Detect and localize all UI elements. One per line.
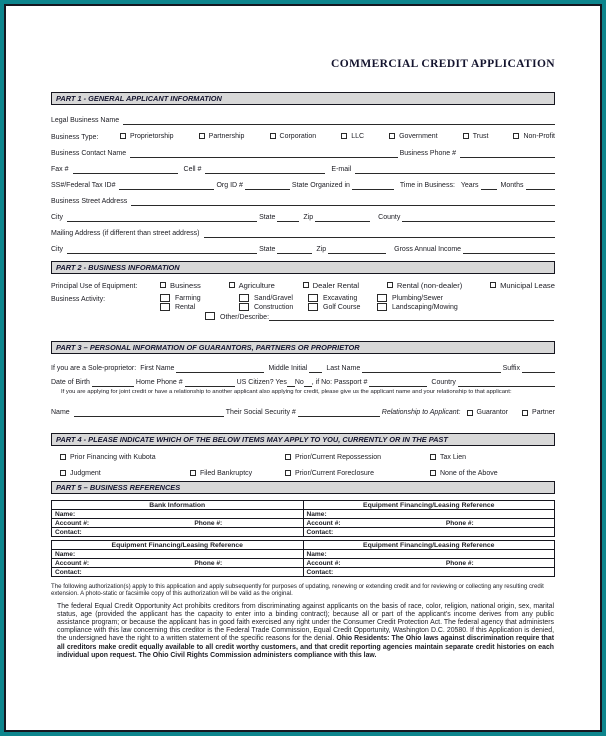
form-page-inner-border	[4, 4, 602, 732]
checkbox-icon[interactable]	[285, 470, 291, 476]
checkbox-icon[interactable]	[239, 303, 249, 311]
first-name-label: First Name	[140, 365, 175, 372]
checkbox-icon[interactable]	[513, 133, 519, 139]
checkbox-label: Landscaping/Mowing	[392, 304, 458, 311]
phone-label: Phone #:	[194, 519, 223, 527]
name-cell[interactable]: Name:	[52, 550, 304, 559]
ecoa-notice-paragraph	[57, 603, 554, 660]
name-cell[interactable]: Name:	[303, 550, 555, 559]
home-phone-line[interactable]	[185, 378, 235, 387]
table-row	[52, 559, 555, 568]
table-header-row	[52, 501, 555, 510]
activity-column-2	[239, 294, 308, 312]
checkbox-option-llc[interactable]	[341, 131, 364, 141]
checkbox-label: Plumbing/Sewer	[392, 295, 443, 302]
contact-cell[interactable]: Contact:	[52, 528, 304, 537]
checkbox-option-excavating[interactable]	[308, 294, 377, 303]
joint-applicant-row	[51, 401, 555, 417]
activity-column-4	[377, 294, 537, 312]
dob-citizen-row	[51, 373, 555, 387]
business-contact-row	[51, 142, 555, 158]
part5-header-bar: PART 5 – BUSINESS REFERENCES	[51, 481, 555, 494]
checkbox-option-prior-current-foreclosure[interactable]	[285, 468, 430, 478]
business-street-address-label: Business Street Address	[51, 198, 128, 205]
checkbox-option-construction[interactable]	[239, 303, 308, 312]
checkbox-label: Guarantor	[476, 409, 509, 416]
checkbox-option-nonprofit[interactable]	[513, 131, 555, 141]
street-address-row	[51, 190, 555, 206]
gross-annual-income-label: Gross Annual Income	[394, 246, 462, 253]
sole-proprietor-label: If you are a Sole-proprietor:	[51, 365, 137, 372]
tax-id-row	[51, 174, 555, 190]
checkbox-icon[interactable]	[341, 133, 347, 139]
business-activity-block	[51, 294, 555, 312]
activity-column-3	[308, 294, 377, 312]
checkbox-label: Non-Profit	[523, 132, 555, 140]
account-phone-cell[interactable]	[52, 559, 304, 568]
checkbox-label: Trust	[472, 132, 489, 140]
home-phone-label: Home Phone #	[135, 379, 183, 386]
phone-label: Phone #:	[445, 559, 474, 567]
checkbox-label: Golf Course	[323, 304, 361, 311]
first-name-line[interactable]	[176, 364, 264, 373]
checkbox-option-corporation[interactable]	[270, 131, 317, 141]
checkbox-option-tax-lien[interactable]	[430, 452, 555, 462]
zip-line[interactable]	[315, 213, 370, 222]
zip-label: Zip	[303, 214, 314, 221]
ecoa-notice-text: The federal Equal Credit Opportunity Act prohibits creditors from discriminating against applicants on the basis of race, color, religion, national origin, sex, marital status, age (provided the applicant has the capacity to enter into a binding contract); because all or part of the applicant's income derives from any public assistance program; or because the applicant has in good faith exercised any right under the Consumer Credit Protection Act. The federal agency that administers compliance with this law concerning this creditor is the Federal Trade Commission, Equal Credit Opportunity, Washington D.C. 20580. If this Application is denied, the undersigned have the right to a written statement of the specific reasons for the denial.	[57, 602, 554, 643]
email-label: E-mail	[331, 166, 352, 173]
checkbox-option-proprietorship[interactable]	[120, 131, 174, 141]
checkbox-label: Business	[170, 280, 201, 290]
checkbox-option-golf-course[interactable]	[308, 303, 377, 312]
checkbox-option-sand-gravel[interactable]	[239, 294, 308, 303]
authorization-paragraph: The following authorization(s) apply to this application and apply subsequently for purposes of updating, renewing or extending credit and for reviewing or collecting any resulting credit extension. A photo-static or facsimile copy of this authorization will be valid as the original.	[51, 583, 544, 597]
checkbox-option-partnership[interactable]	[199, 131, 245, 141]
checkbox-icon[interactable]	[522, 410, 528, 416]
checkbox-icon[interactable]	[160, 282, 166, 288]
checkbox-icon[interactable]	[205, 312, 215, 320]
table-row	[52, 528, 555, 537]
org-id-label: Org ID #	[216, 182, 243, 189]
city-row-1	[51, 206, 555, 222]
table-row	[52, 519, 555, 528]
account-phone-cell[interactable]	[303, 519, 555, 528]
date-of-birth-label: Date of Birth	[51, 379, 90, 386]
checkbox-icon[interactable]	[308, 294, 318, 302]
checkbox-icon[interactable]	[377, 303, 387, 311]
checkbox-icon[interactable]	[387, 282, 393, 288]
checkbox-label: LLC	[351, 132, 365, 140]
principal-use-options	[160, 280, 555, 291]
suffix-line[interactable]	[522, 364, 555, 373]
table-row	[52, 550, 555, 559]
other-describe-row	[205, 312, 554, 321]
citizen-no-label: No	[294, 379, 304, 386]
state-line[interactable]	[277, 213, 299, 222]
legal-business-name-row	[51, 109, 555, 125]
checkbox-icon[interactable]	[377, 294, 387, 302]
checkbox-option-prior-current-repossession[interactable]	[285, 452, 430, 462]
date-of-birth-line[interactable]	[92, 378, 134, 387]
us-citizen-label: US Citizen? Yes	[236, 379, 287, 386]
checkbox-option-rental[interactable]	[160, 303, 239, 312]
checkbox-icon[interactable]	[490, 282, 496, 288]
county-label: County	[378, 214, 401, 221]
fax-line[interactable]	[73, 165, 178, 174]
contact-cell[interactable]: Contact:	[52, 568, 304, 577]
checkbox-option-filed-bankruptcy[interactable]	[190, 468, 285, 478]
phone-label: Phone #:	[445, 519, 474, 527]
checkbox-label: Excavating	[323, 295, 358, 302]
citizen-yes-line[interactable]	[287, 378, 295, 387]
business-type-row	[51, 125, 555, 142]
references-table-2	[51, 540, 555, 577]
checkbox-icon[interactable]	[270, 133, 276, 139]
checkbox-icon[interactable]	[308, 303, 318, 311]
state-label: State	[259, 214, 276, 221]
contact-cell[interactable]: Contact:	[303, 528, 555, 537]
checkbox-icon[interactable]	[190, 470, 196, 476]
table-row	[52, 568, 555, 577]
ss-federal-tax-id-label: SS#/Federal Tax ID#	[51, 182, 116, 189]
suffix-label: Suffix	[502, 365, 520, 372]
business-street-address-line[interactable]	[131, 197, 555, 206]
country-line[interactable]	[458, 378, 555, 387]
part2-header-bar: PART 2 - BUSINESS INFORMATION	[51, 261, 555, 274]
state-line-2[interactable]	[277, 245, 312, 254]
account-phone-cell[interactable]	[52, 519, 304, 528]
state-organized-label: State Organized in	[291, 182, 350, 189]
checkbox-icon[interactable]	[285, 454, 291, 460]
checkbox-option-prior-financing-kubota[interactable]	[60, 452, 190, 462]
months-line[interactable]	[526, 181, 555, 190]
relationship-label: Relationship to Applicant:	[381, 409, 461, 416]
other-describe-line[interactable]	[269, 312, 554, 321]
mailing-address-line[interactable]	[204, 229, 555, 238]
equipment-reference-header: Equipment Financing/Leasing Reference	[52, 541, 304, 550]
account-label: Account #:	[306, 519, 341, 527]
page-title: COMMERCIAL CREDIT APPLICATION	[331, 58, 555, 70]
city-line-2[interactable]	[67, 245, 257, 254]
checkbox-option-farming[interactable]	[160, 294, 239, 303]
checkbox-option-guarantor[interactable]	[467, 409, 509, 417]
fax-label: Fax #	[51, 166, 69, 173]
their-ssn-line[interactable]	[298, 408, 380, 417]
business-type-options	[120, 131, 555, 142]
zip-line-2[interactable]	[328, 245, 386, 254]
middle-initial-label: Middle Initial	[268, 365, 308, 372]
principal-use-label: Principal Use of Equipment:	[51, 283, 138, 290]
checkbox-label: Judgment	[70, 469, 101, 477]
checkbox-icon[interactable]	[160, 303, 170, 311]
table-row	[52, 510, 555, 519]
checkbox-icon[interactable]	[60, 470, 66, 476]
checkbox-option-business[interactable]	[160, 280, 201, 290]
activity-column-1	[160, 294, 239, 312]
principal-use-row	[51, 274, 555, 291]
checkbox-label: Prior/Current Foreclosure	[295, 469, 374, 477]
checkbox-label: Construction	[254, 304, 294, 311]
checkbox-option-government[interactable]	[389, 131, 438, 141]
account-phone-cell[interactable]	[303, 559, 555, 568]
checkbox-label: Sand/Gravel	[254, 295, 293, 302]
legal-business-name-label: Legal Business Name	[51, 117, 120, 124]
checkbox-label: Government	[399, 132, 438, 140]
part1-header-bar: PART 1 - GENERAL APPLICANT INFORMATION	[51, 92, 555, 105]
middle-initial-line[interactable]	[309, 364, 322, 373]
years-label: Years	[460, 182, 479, 189]
account-label: Account #:	[306, 559, 341, 567]
contact-cell[interactable]: Contact:	[303, 568, 555, 577]
checkbox-option-plumbing-sewer[interactable]	[377, 294, 537, 303]
checkbox-label: Tax Lien	[440, 453, 467, 461]
checkbox-label: Farming	[175, 295, 201, 302]
checkbox-icon[interactable]	[199, 133, 205, 139]
years-line[interactable]	[481, 181, 497, 190]
country-label: Country	[431, 379, 456, 386]
checkbox-icon[interactable]	[430, 470, 436, 476]
citizen-no-line[interactable]	[304, 378, 312, 387]
business-contact-name-line[interactable]	[130, 149, 397, 158]
mailing-address-row	[51, 222, 555, 238]
checkbox-label: Filed Bankruptcy	[200, 469, 253, 477]
checkbox-icon[interactable]	[120, 133, 126, 139]
checkbox-option-none-of-the-above[interactable]	[430, 468, 555, 478]
county-line[interactable]	[402, 213, 555, 222]
form-content	[6, 58, 600, 660]
name-label: Name	[51, 409, 70, 416]
checkbox-label: None of the Above	[440, 469, 498, 477]
checkbox-icon[interactable]	[389, 133, 395, 139]
account-label: Account #:	[55, 559, 90, 567]
bank-information-header: Bank Information	[52, 501, 304, 510]
state-label: State	[259, 246, 276, 253]
business-type-label: Business Type:	[51, 134, 99, 141]
city-label: City	[51, 246, 64, 253]
business-phone-line[interactable]	[460, 149, 555, 158]
business-contact-name-label: Business Contact Name	[51, 150, 127, 157]
phone-label: Phone #:	[194, 559, 223, 567]
name-cell[interactable]: Name:	[303, 510, 555, 519]
checkbox-option-rental-non-dealer[interactable]	[387, 280, 462, 290]
checkbox-label: Corporation	[279, 132, 317, 140]
equipment-reference-header: Equipment Financing/Leasing Reference	[303, 541, 555, 550]
checkbox-icon[interactable]	[463, 133, 469, 139]
business-phone-label: Business Phone #	[399, 150, 456, 157]
checkbox-icon[interactable]	[467, 410, 473, 416]
cell-line[interactable]	[205, 165, 325, 174]
checkbox-label: Partner	[532, 409, 555, 416]
checkbox-option-agriculture[interactable]	[229, 280, 275, 290]
time-in-business-label: Time in Business:	[399, 182, 455, 189]
checkbox-label: Prior Financing with Kubota	[70, 453, 156, 461]
checkbox-icon[interactable]	[239, 294, 249, 302]
checkbox-label: Agriculture	[238, 280, 275, 290]
city-line[interactable]	[67, 213, 257, 222]
checkbox-icon[interactable]	[60, 454, 66, 460]
name-cell[interactable]: Name:	[52, 510, 304, 519]
sole-proprietor-row	[51, 358, 555, 373]
gross-annual-income-line[interactable]	[463, 245, 555, 254]
equipment-reference-header: Equipment Financing/Leasing Reference	[303, 501, 555, 510]
applicant-name-line[interactable]	[74, 408, 224, 417]
checkbox-icon[interactable]	[160, 294, 170, 302]
city-row-2	[51, 238, 555, 254]
other-describe-label: Other/Describe:	[220, 314, 270, 321]
checkbox-option-municipal-lease[interactable]	[490, 280, 555, 290]
legal-business-name-line[interactable]	[123, 116, 555, 125]
fax-cell-email-row	[51, 158, 555, 174]
table-header-row	[52, 541, 555, 550]
checkbox-option-judgment[interactable]	[60, 468, 190, 478]
last-name-line[interactable]	[362, 364, 500, 373]
part3-header-bar: PART 3 – PERSONAL INFORMATION OF GUARANTORS, PARTNERS OR PROPRIETOR	[51, 341, 555, 354]
email-line[interactable]	[355, 165, 555, 174]
business-activity-label: Business Activity:	[51, 296, 106, 303]
checkbox-label: Dealer Rental	[312, 280, 360, 290]
zip-label: Zip	[316, 246, 327, 253]
part4-checklist	[51, 452, 555, 478]
passport-line[interactable]	[369, 378, 427, 387]
references-table-1	[51, 500, 555, 537]
checkbox-option-dealer-rental[interactable]	[303, 280, 359, 290]
ohio-residents-notice: Ohio Residents: The Ohio laws against discrimination require that all creditors make credit equally available to all credit worthy customers, and that credit reporting agencies maintain separate credit histories on each individual upon request. The Ohio Civil Rights Commission administers compliance with this law.	[57, 635, 554, 659]
checkbox-icon[interactable]	[229, 282, 235, 288]
city-label: City	[51, 214, 64, 221]
their-ssn-label: Their Social Security #	[225, 409, 296, 416]
joint-credit-note: If you are applying for joint credit or have a relationship to another applicant also applying for credit, please give us the applicant name and your relationship to that applicant:	[61, 389, 512, 395]
checkbox-label: Proprietorship	[130, 132, 174, 140]
account-label: Account #:	[55, 519, 90, 527]
mailing-address-label: Mailing Address (if different than street address)	[51, 230, 200, 237]
checkbox-option-landscaping-mowing[interactable]	[377, 303, 537, 312]
checkbox-label: Rental (non-dealer)	[396, 280, 463, 290]
if-no-passport-label: , if No: Passport #	[311, 379, 368, 386]
checkbox-icon[interactable]	[430, 454, 436, 460]
cell-label: Cell #	[183, 166, 202, 173]
months-label: Months	[500, 182, 524, 189]
checkbox-label: Municipal Lease	[500, 280, 555, 290]
tax-id-line[interactable]	[119, 181, 214, 190]
checkbox-icon[interactable]	[303, 282, 309, 288]
checkbox-label: Partnership	[208, 132, 245, 140]
checkbox-label: Prior/Current Repossession	[295, 453, 381, 461]
last-name-label: Last Name	[326, 365, 361, 372]
checkbox-option-partner[interactable]	[522, 409, 555, 417]
org-id-line[interactable]	[245, 181, 290, 190]
checkbox-option-trust[interactable]	[463, 131, 489, 141]
checkbox-label: Rental	[175, 304, 196, 311]
part4-header-bar: PART 4 - PLEASE INDICATE WHICH OF THE BELOW ITEMS MAY APPLY TO YOU, CURRENTLY OR IN THE PAST	[51, 433, 555, 446]
state-organized-line[interactable]	[352, 181, 394, 190]
